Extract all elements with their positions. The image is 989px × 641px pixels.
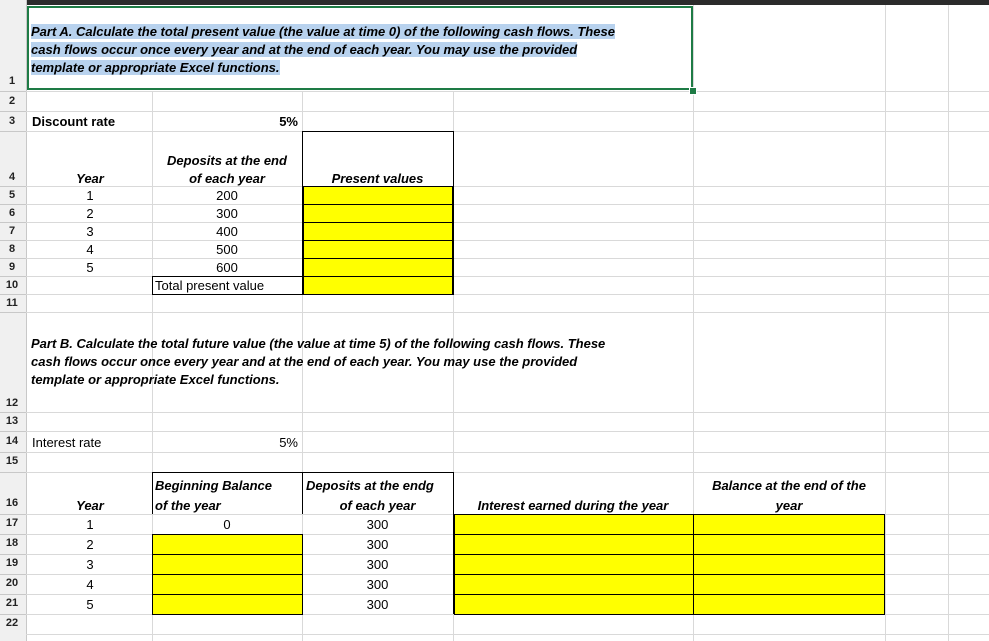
present-value-input[interactable] bbox=[303, 240, 453, 259]
deposit-cell[interactable]: 300 bbox=[216, 206, 238, 221]
row-divider bbox=[0, 294, 26, 295]
part-b-instruction[interactable] bbox=[31, 335, 691, 389]
year-cell[interactable]: 4 bbox=[86, 577, 94, 592]
beginning-balance-header[interactable]: Beginning Balance bbox=[155, 478, 273, 493]
row-number[interactable]: 17 bbox=[5, 517, 19, 529]
row-number[interactable]: 22 bbox=[5, 617, 19, 629]
total-present-value-label[interactable]: Total present value bbox=[155, 278, 265, 293]
interest-earned-input[interactable] bbox=[454, 534, 694, 555]
gridline bbox=[948, 5, 949, 641]
year-header[interactable]: Year bbox=[76, 171, 104, 186]
row-number[interactable]: 6 bbox=[8, 207, 16, 219]
deposit-cell[interactable]: 600 bbox=[216, 260, 238, 275]
deposit-cell[interactable]: 300 bbox=[366, 557, 389, 572]
deposit-cell[interactable]: 300 bbox=[366, 517, 389, 532]
row-number[interactable]: 11 bbox=[6, 297, 18, 309]
row-number[interactable]: 4 bbox=[8, 171, 16, 183]
deposit-cell[interactable]: 200 bbox=[216, 188, 238, 203]
interest-rate-value[interactable]: 5% bbox=[279, 435, 298, 450]
row-divider bbox=[0, 111, 26, 112]
row-divider bbox=[0, 574, 26, 575]
interest-earned-input[interactable] bbox=[454, 574, 694, 595]
end-balance-header[interactable]: Balance at the end of the bbox=[712, 478, 866, 493]
row-divider bbox=[0, 614, 26, 615]
present-value-input[interactable] bbox=[303, 222, 453, 241]
deposits-header[interactable]: Deposits at the endg bbox=[306, 478, 434, 493]
interest-earned-header[interactable]: Interest earned during the year bbox=[477, 498, 669, 513]
discount-rate-value[interactable]: 5% bbox=[279, 114, 298, 129]
end-balance-input[interactable] bbox=[693, 594, 885, 615]
row-number[interactable]: 10 bbox=[5, 279, 19, 291]
present-values-header[interactable]: Present values bbox=[331, 171, 424, 186]
deposit-cell[interactable]: 300 bbox=[366, 577, 389, 592]
table-border bbox=[152, 472, 153, 514]
year-cell[interactable]: 1 bbox=[86, 188, 94, 203]
row-divider bbox=[0, 276, 26, 277]
interest-earned-input[interactable] bbox=[454, 554, 694, 575]
interest-rate-label[interactable]: Interest rate bbox=[32, 435, 102, 450]
table-border bbox=[152, 472, 454, 473]
row-number[interactable]: 3 bbox=[8, 115, 16, 127]
end-balance-input[interactable] bbox=[693, 534, 885, 555]
gridline bbox=[26, 431, 989, 432]
instruction-line: cash flows occur once every year and at the end of each year. You may use the provided bbox=[31, 42, 578, 57]
row-number[interactable]: 5 bbox=[8, 189, 16, 201]
beginning-balance-input[interactable] bbox=[152, 554, 303, 575]
row-divider bbox=[0, 186, 26, 187]
deposit-cell[interactable]: 300 bbox=[366, 537, 389, 552]
gridline bbox=[885, 5, 886, 641]
end-balance-header[interactable]: year bbox=[775, 498, 803, 513]
instruction-line: template or appropriate Excel functions. bbox=[31, 60, 280, 75]
row-number[interactable]: 16 bbox=[5, 497, 19, 509]
deposits-header[interactable]: Deposits at the end bbox=[167, 153, 287, 168]
row-divider bbox=[0, 258, 26, 259]
gridline bbox=[26, 312, 989, 313]
row-number[interactable]: 12 bbox=[5, 397, 19, 409]
gridline bbox=[26, 412, 989, 413]
row-divider bbox=[0, 204, 26, 205]
instruction-line: cash flows occur once every year and at the end of each year. You may use the provided bbox=[31, 354, 578, 369]
instruction-line: Part B. Calculate the total future value (the value at time 5) of the following cash flows. These bbox=[31, 336, 606, 351]
row-number[interactable]: 13 bbox=[5, 415, 19, 427]
row-divider bbox=[0, 514, 26, 515]
year-cell[interactable]: 2 bbox=[86, 206, 94, 221]
row-divider bbox=[0, 431, 26, 432]
year-cell[interactable]: 3 bbox=[86, 224, 94, 239]
row-number[interactable]: 7 bbox=[8, 225, 16, 237]
discount-rate-label[interactable]: Discount rate bbox=[32, 114, 116, 129]
fill-handle[interactable] bbox=[689, 87, 697, 95]
gridline bbox=[26, 111, 989, 112]
end-balance-input[interactable] bbox=[693, 554, 885, 575]
toolbar-strip bbox=[26, 0, 989, 5]
row-divider bbox=[0, 534, 26, 535]
row-number[interactable]: 21 bbox=[5, 597, 19, 609]
row-number[interactable]: 14 bbox=[5, 435, 19, 447]
present-value-input[interactable] bbox=[303, 204, 453, 223]
year-cell[interactable]: 2 bbox=[86, 537, 94, 552]
year-cell[interactable]: 5 bbox=[86, 597, 94, 612]
present-value-input[interactable] bbox=[303, 258, 453, 277]
deposit-cell[interactable]: 500 bbox=[216, 242, 238, 257]
row-number[interactable]: 1 bbox=[8, 75, 16, 87]
year-cell[interactable]: 4 bbox=[86, 242, 94, 257]
row-divider bbox=[0, 554, 26, 555]
gridline bbox=[26, 131, 989, 132]
deposits-header[interactable]: of each year bbox=[189, 171, 265, 186]
row-number[interactable]: 8 bbox=[8, 243, 16, 255]
row-divider bbox=[0, 452, 26, 453]
interest-earned-input[interactable] bbox=[454, 594, 694, 615]
year-cell[interactable]: 1 bbox=[86, 517, 94, 532]
row-divider bbox=[0, 131, 26, 132]
row-divider bbox=[0, 222, 26, 223]
row-divider bbox=[0, 91, 26, 92]
present-value-input[interactable] bbox=[303, 186, 453, 205]
year-cell[interactable]: 5 bbox=[86, 260, 94, 275]
beginning-balance-input[interactable] bbox=[152, 534, 303, 555]
row-divider bbox=[0, 472, 26, 473]
gridline bbox=[26, 452, 989, 453]
row-divider bbox=[0, 240, 26, 241]
deposits-header[interactable]: of each year bbox=[339, 498, 416, 513]
row-divider bbox=[0, 312, 26, 313]
end-balance-input[interactable] bbox=[693, 574, 885, 595]
row-divider bbox=[0, 594, 26, 595]
beginning-balance-input[interactable] bbox=[152, 574, 303, 595]
row-divider bbox=[0, 412, 26, 413]
instruction-line: template or appropriate Excel functions. bbox=[31, 372, 280, 387]
year-cell[interactable]: 3 bbox=[86, 557, 94, 572]
row-number[interactable]: 18 bbox=[5, 537, 19, 549]
row-number[interactable]: 2 bbox=[8, 95, 16, 107]
total-present-value-input[interactable] bbox=[303, 276, 453, 295]
instruction-line: Part A. Calculate the total present value (the value at time 0) of the following cash flows. These bbox=[31, 24, 615, 39]
beginning-balance-cell[interactable]: 0 bbox=[223, 517, 231, 532]
table-border bbox=[453, 131, 454, 295]
year-header[interactable]: Year bbox=[76, 498, 104, 513]
gridline bbox=[26, 634, 989, 635]
table-border bbox=[302, 131, 454, 132]
table-border bbox=[152, 276, 153, 295]
end-balance-input[interactable] bbox=[693, 514, 885, 535]
row-number[interactable]: 15 bbox=[5, 455, 19, 467]
deposit-cell[interactable]: 400 bbox=[216, 224, 238, 239]
beginning-balance-header[interactable]: of the year bbox=[155, 498, 221, 513]
row-number[interactable]: 19 bbox=[5, 557, 19, 569]
beginning-balance-input[interactable] bbox=[152, 594, 303, 615]
row-number[interactable]: 9 bbox=[8, 261, 16, 273]
active-cell-border bbox=[27, 6, 693, 90]
gridline bbox=[26, 91, 989, 92]
interest-earned-input[interactable] bbox=[454, 514, 694, 535]
row-number[interactable]: 20 bbox=[5, 577, 19, 589]
deposit-cell[interactable]: 300 bbox=[366, 597, 389, 612]
